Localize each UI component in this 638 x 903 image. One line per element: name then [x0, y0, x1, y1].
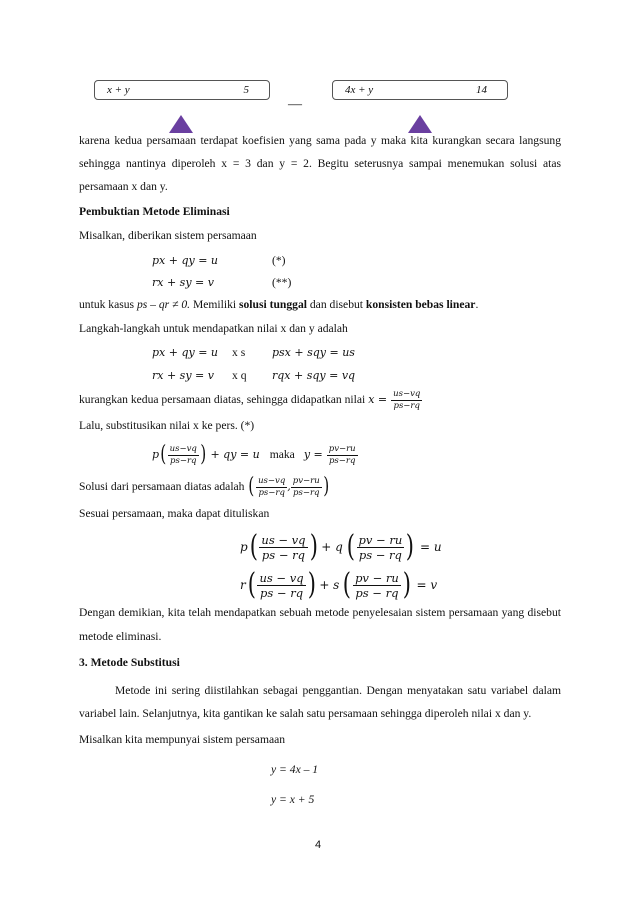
- sol-y-fraction: [291, 476, 322, 499]
- big-eq-1-rparen-b: ): [406, 529, 415, 564]
- subtract-text: kurangkan kedua persamaan diatas, sehingga didapatkan nilai: [79, 393, 366, 406]
- subst-eq-2: y = x + 5: [271, 793, 315, 806]
- substitution-expr: [152, 441, 358, 469]
- system-eq-2: rx + sy = v: [152, 276, 214, 289]
- big-eq-1-den-a: ps − rq: [261, 547, 305, 562]
- case-mid-2: dan disebut: [306, 298, 366, 311]
- sol-y-num: pv−ru: [292, 475, 320, 486]
- sol-x-num: us−vq: [258, 475, 286, 486]
- sol-left-paren: (: [248, 474, 255, 499]
- case-condition: ps – qr ≠ 0.: [136, 298, 191, 311]
- intro-line-2: sehingga nantinya diperoleh x = 3 dan y = 2. Begitu seterusnya sampai menemukan solusi atas: [79, 157, 561, 170]
- right-fulcrum-icon: [407, 114, 433, 134]
- step-1-multiplier: [232, 346, 245, 360]
- case-pre: untuk kasus: [79, 298, 137, 311]
- subst-para-line-2: variabel lain. Selanjutnya, kita gantikan ke salah satu persamaan sehingga diperoleh nilai x dan y.: [79, 707, 532, 720]
- system-eq-1: px + qy = u: [152, 254, 219, 267]
- y-fraction: [327, 444, 358, 467]
- case-mid: Memiliki: [190, 298, 239, 311]
- mid-expression: + qy = u: [210, 448, 260, 461]
- intro-line-1: karena kedua persamaan terdapat koefisien yang sama pada y maka kita kurangkan secara langsung: [79, 134, 561, 147]
- maka-word: maka: [269, 448, 295, 461]
- left-box-expr: x + y: [107, 84, 130, 96]
- substitute-text: Lalu, substitusikan nilai x ke pers. (*): [79, 419, 255, 432]
- steps-text: Langkah-langkah untuk mendapatkan nilai x dan y adalah: [79, 322, 348, 335]
- big-eq-2-lparen-a: (: [247, 567, 256, 602]
- big-eq-2-rhs: = v: [416, 578, 438, 592]
- step-1-result: psx + sqy = us: [272, 346, 355, 359]
- big-eq-1-frac-a: [259, 533, 307, 562]
- y-fraction-num: pv−ru: [328, 443, 356, 454]
- big-eq-1-lparen-b: (: [346, 529, 355, 564]
- step-2-eq: rx + sy = v: [152, 369, 214, 382]
- sol-comma: ,: [287, 480, 291, 493]
- given-system-text: Misalkan, diberikan sistem persamaan: [79, 229, 257, 242]
- x-equals: x =: [368, 393, 388, 406]
- system-eq-1-tag: (*): [272, 254, 286, 267]
- subst-given-text: Misalkan kita mempunyai sistem persamaan: [79, 733, 286, 746]
- big-eq-1: [240, 528, 442, 566]
- right-balance-box: [332, 80, 508, 100]
- big-eq-2-frac-b: [353, 571, 401, 600]
- case-end: .: [475, 298, 479, 311]
- subtract-line: [79, 387, 422, 413]
- sol-y-den: ps−rq: [293, 487, 320, 498]
- step-1-mul-text: x s: [232, 346, 246, 359]
- big-eq-1-plus-q: + q: [321, 540, 343, 554]
- subst-eq-1: y = 4x – 1: [271, 763, 319, 776]
- step-2-result: rqx + sqy = vq: [272, 369, 356, 382]
- minus-sign: —: [288, 97, 302, 112]
- p-symbol: p: [152, 448, 160, 461]
- big-eq-2-lparen-b: (: [343, 567, 352, 602]
- sol-x-den: ps−rq: [258, 487, 285, 498]
- elimination-heading: Pembuktian Metode Eliminasi: [79, 205, 230, 218]
- sol-right-paren: ): [322, 474, 329, 499]
- big-eq-2-num-b: pv − ru: [355, 570, 399, 585]
- big-eq-1-lparen-a: (: [249, 529, 258, 564]
- solution-text: Solusi dari persamaan diatas adalah: [79, 480, 245, 493]
- left-paren: (: [160, 442, 167, 467]
- x-sub-fraction: [168, 444, 199, 467]
- x-sub-den: ps−rq: [170, 455, 197, 466]
- y-equals: y =: [303, 448, 323, 461]
- big-eq-1-num-b: pv − ru: [358, 532, 403, 547]
- big-eq-2-frac-a: [257, 571, 305, 600]
- big-eq-2-num-a: us − vq: [259, 570, 304, 585]
- x-fraction: [391, 389, 422, 412]
- big-eq-1-num-a: us − vq: [261, 532, 306, 547]
- big-eq-2: [240, 566, 437, 604]
- x-fraction-num: us−vq: [393, 388, 421, 399]
- left-fulcrum-icon: [168, 114, 194, 134]
- sol-x-fraction: [256, 476, 287, 499]
- left-balance-box: [94, 80, 270, 100]
- unique-solution-term: solusi tunggal: [239, 298, 307, 311]
- right-box-expr: 4x + y: [345, 84, 374, 96]
- step-2-mul-text: x q: [232, 369, 247, 382]
- x-fraction-den: ps−rq: [393, 400, 420, 411]
- y-fraction-den: ps−rq: [328, 455, 356, 466]
- system-eq-2-tag: (**): [272, 276, 292, 289]
- substitution-heading: 3. Metode Substitusi: [79, 656, 180, 669]
- x-sub-num: us−vq: [169, 443, 197, 454]
- case-statement: [79, 298, 478, 312]
- page-number: 4: [315, 839, 322, 851]
- consistent-term: konsisten bebas linear: [365, 298, 476, 311]
- left-box-value: 5: [243, 84, 249, 96]
- big-eq-1-frac-b: [357, 533, 405, 562]
- write-text: Sesuai persamaan, maka dapat dituliskan: [79, 507, 270, 520]
- conclusion-line-1: Dengan demikian, kita telah mendapatkan sebuah metode penyelesaian sistem persamaan yang disebut: [79, 606, 561, 619]
- big-eq-1-rparen-a: ): [309, 529, 318, 564]
- big-eq-2-den-a: ps − rq: [259, 585, 304, 600]
- solution-line: [79, 473, 330, 501]
- subst-para-line-1: Metode ini sering diistilahkan sebagai penggantian. Dengan menyatakan satu variabel dalam: [115, 684, 561, 697]
- intro-line-3: persamaan x dan y.: [79, 180, 168, 193]
- big-eq-1-den-b: ps − rq: [358, 547, 402, 562]
- big-eq-1-p: p: [240, 540, 248, 554]
- step-1-eq: px + qy = u: [152, 346, 219, 359]
- right-paren: ): [200, 442, 207, 467]
- big-eq-2-plus-s: + s: [319, 578, 340, 592]
- big-eq-2-den-b: ps − rq: [355, 585, 399, 600]
- big-eq-1-rhs: = u: [419, 540, 442, 554]
- step-2-multiplier: [232, 369, 247, 383]
- conclusion-line-2: metode eliminasi.: [79, 630, 162, 643]
- big-eq-2-rparen-b: ): [402, 567, 411, 602]
- big-eq-2-rparen-a: ): [307, 567, 316, 602]
- big-eq-2-r: r: [240, 578, 246, 592]
- right-box-value: 14: [476, 84, 487, 96]
